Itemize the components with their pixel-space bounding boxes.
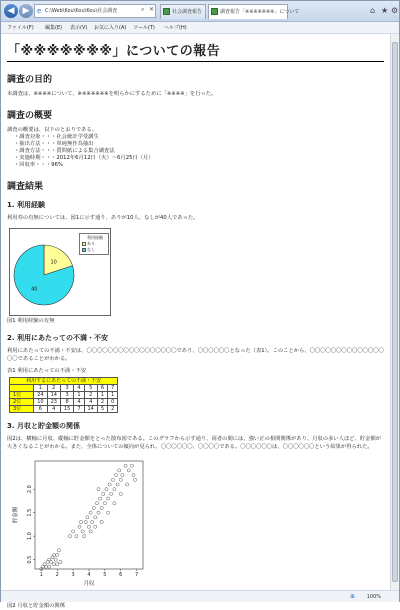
- scatter-point: [52, 563, 55, 566]
- scatter-point: [72, 530, 75, 533]
- menu-view[interactable]: 表示(V): [70, 25, 88, 31]
- x-axis-label: 月収: [83, 581, 95, 587]
- scatter-point: [56, 563, 59, 566]
- legend-swatch: [82, 242, 86, 246]
- scatter-point: [121, 473, 124, 476]
- menu-tools[interactable]: ツール(T): [133, 25, 155, 31]
- relation-text: 図2は、横軸に月収、縦軸に貯金額をとった散布図である。このグラフから示す通り、両者の間には、強い正の相関関係があり、月収の多い人ほど、貯金額が大きくなることがわかる。また、全体についての傾向が見られ、〇〇〇〇〇〇、〇〇〇〇である。〇〇〇〇〇〇は、〇〇〇〇〇〇という結果が得られた。: [7, 436, 382, 450]
- list-item: ・回収率・・・96%: [14, 162, 63, 168]
- legend-swatch: [82, 248, 86, 252]
- y-tick-label: 2.0: [27, 485, 33, 494]
- table-cell: 8: [60, 399, 73, 406]
- vertical-scrollbar[interactable]: [390, 34, 399, 590]
- scatter-point: [118, 469, 121, 472]
- table-col-header: 6: [97, 385, 107, 392]
- usage-text: 利用券の有無については、図1に示す通り、ありが10人、なしが40人であった。: [7, 215, 199, 221]
- table-cell: 14: [84, 406, 97, 413]
- scatter-point: [130, 464, 133, 467]
- scatter-point: [111, 478, 114, 481]
- list-item: ・実施時期・・・2012年6月12日（火）〜6月25日（月）: [14, 155, 154, 161]
- legend-title: 利用経験: [82, 235, 106, 241]
- table-cell: 14: [47, 392, 60, 399]
- status-bar: [1, 590, 399, 602]
- scatter-point: [100, 520, 103, 523]
- scatter-point: [75, 535, 78, 538]
- scatter-point: [84, 520, 87, 523]
- scatter-point: [113, 488, 116, 491]
- x-tick-label: 2: [55, 572, 59, 578]
- table-cell: 1: [97, 392, 107, 399]
- table-row: [10, 392, 118, 399]
- search-icon[interactable]: ⌕: [141, 6, 145, 13]
- section-heading-results: 調査結果: [7, 182, 44, 192]
- scatter-point: [41, 565, 44, 568]
- table-cell: 2: [97, 399, 107, 406]
- scatter-point: [91, 520, 94, 523]
- table-row-label: 3位: [10, 406, 34, 413]
- pie-slice-label: 40: [31, 286, 38, 293]
- scatter-point: [46, 560, 49, 563]
- close-icon[interactable]: ✕: [149, 6, 155, 13]
- scatter-point: [108, 483, 111, 486]
- subheading-relation: 3. 月収と貯金額の関係: [7, 422, 80, 430]
- scrollbar-thumb[interactable]: [392, 42, 398, 582]
- scatter-point: [51, 556, 54, 559]
- scatter-point: [79, 520, 82, 523]
- scatter-point: [57, 549, 60, 552]
- x-tick-label: 6: [119, 572, 123, 578]
- y-tick-label: 1.5: [27, 508, 33, 517]
- scatter-point: [106, 497, 109, 500]
- scatter-point: [94, 525, 97, 528]
- y-tick-label: 0.5: [27, 555, 33, 564]
- list-item: ・調査対象・・・社会統計学受講生: [14, 134, 99, 140]
- scatter-point: [92, 506, 95, 509]
- purpose-text: 本調査は、※※※※について、※※※※※※※を明らかにするために「※※※※」を行った。: [7, 91, 217, 97]
- x-tick-label: 1: [39, 572, 43, 578]
- list-item: ・調査方法・・・質問紙による集合調査法: [14, 148, 115, 154]
- scatter-point: [94, 516, 97, 519]
- table-col-header: 7: [108, 385, 118, 392]
- scatter-point: [87, 525, 90, 528]
- table-cell: 7: [74, 406, 84, 413]
- figure1-caption: 図1 利用経験の有無: [7, 318, 55, 324]
- table-cell: 4: [47, 406, 60, 413]
- list-item: ・抽出方法・・・単純無作為抽出: [14, 141, 94, 147]
- table-header: 利用するにあたっての不満・不安: [10, 378, 118, 385]
- scatter-point: [119, 478, 122, 481]
- subheading-usage: 1. 利用経験: [7, 201, 45, 209]
- table-cell: 2: [84, 392, 97, 399]
- favicon-icon: [211, 8, 218, 15]
- address-bar[interactable]: [34, 4, 156, 18]
- table-col-header: 3: [60, 385, 73, 392]
- page-title: 「※※※※※※※」についての報告: [7, 40, 384, 62]
- scatter-point: [43, 563, 46, 566]
- scatter-point: [89, 530, 92, 533]
- scatter-point: [52, 553, 55, 556]
- scatter-point: [103, 502, 106, 505]
- table-cell: 4: [84, 399, 97, 406]
- menu-file[interactable]: ファイル(F): [7, 25, 34, 31]
- table-cell: 3: [60, 392, 73, 399]
- scatter-point: [86, 516, 89, 519]
- table-cell: 1: [108, 392, 118, 399]
- table-cell: 15: [60, 406, 73, 413]
- scatter-point: [106, 511, 109, 514]
- satisfaction-text: 利用にあたっての不満・不安は、〇〇〇〇〇〇〇〇〇〇〇〇〇〇〇〇〇であり、〇〇〇〇〇〇となった（表1）。このことから、〇〇〇〇〇〇〇〇〇〇〇〇〇〇〇〇であることがわかる。: [7, 348, 384, 362]
- table-cell: 24: [34, 392, 47, 399]
- table-cell: 10: [34, 399, 47, 406]
- scatter-point: [56, 553, 59, 556]
- subheading-satisfaction: 2. 利用にあたっての不満・不安: [7, 334, 108, 342]
- menu-help[interactable]: ヘルプ(H): [164, 25, 187, 31]
- scatter-point: [127, 469, 130, 472]
- zoom-level[interactable]: 100%: [366, 594, 381, 600]
- ie-icon: e: [37, 7, 42, 15]
- zoom-icon[interactable]: ⊕: [349, 593, 355, 600]
- pie-chart: [9, 228, 111, 316]
- table-row-label: 1位: [10, 392, 34, 399]
- menu-favorites[interactable]: お気に入り(A): [94, 25, 127, 31]
- pie-chart-svg: [10, 229, 80, 315]
- x-tick-label: 7: [135, 572, 139, 578]
- scatter-point: [78, 525, 81, 528]
- table-row: [10, 399, 118, 406]
- scatter-point: [97, 511, 100, 514]
- tab-label: 社会調査報告: [172, 9, 203, 15]
- menu-edit[interactable]: 編集(E): [45, 25, 63, 31]
- scatter-point: [100, 506, 103, 509]
- back-icon[interactable]: ◀: [4, 4, 18, 18]
- scatter-point: [124, 464, 127, 467]
- scatter-point: [119, 492, 122, 495]
- section-heading-overview: 調査の概要: [7, 111, 53, 121]
- table-col-header: 1: [34, 385, 47, 392]
- table-cell: 1: [74, 392, 84, 399]
- scatter-point: [48, 565, 51, 568]
- legend-entry: なし: [82, 247, 106, 253]
- scatter-point: [49, 560, 52, 563]
- scatter-point: [105, 488, 108, 491]
- y-tick-label: 1.0: [27, 532, 33, 541]
- scatter-point: [126, 483, 129, 486]
- browser-toolbar: [1, 1, 399, 22]
- table-col-header-row: [10, 385, 118, 392]
- plot-frame: [35, 461, 143, 569]
- table1-caption: 表1 利用にあたっての不満・不安: [7, 368, 87, 374]
- table-cell: 5: [97, 406, 107, 413]
- forward-icon[interactable]: ▶: [19, 4, 33, 18]
- scatter-point: [54, 558, 57, 561]
- overview-intro: 調査の概要は、以下のとおりである。: [7, 127, 98, 133]
- menu-bar: [1, 22, 399, 34]
- scatter-point: [68, 535, 71, 538]
- scatter-point: [116, 483, 119, 486]
- scatter-chart: [9, 457, 384, 601]
- table-cell: 2: [108, 406, 118, 413]
- scatter-point: [99, 497, 102, 500]
- pie-slice-label: 10: [50, 259, 57, 266]
- favicon-icon: [163, 8, 170, 15]
- address-text: C:\Web\Kou\Kou\Kou\社会調査: [45, 8, 118, 14]
- table-row: [10, 406, 118, 413]
- scatter-point: [95, 502, 98, 505]
- scatter-point: [97, 488, 100, 491]
- scatter-point: [132, 473, 135, 476]
- table-row-label: 2位: [10, 399, 34, 406]
- scatter-point: [59, 560, 62, 563]
- scatter-point: [83, 535, 86, 538]
- table-col-header: 4: [74, 385, 84, 392]
- y-axis-label: 貯金額: [13, 506, 19, 524]
- scatter-point: [110, 492, 113, 495]
- gear-icon[interactable]: ⚙: [391, 6, 399, 15]
- scatter-point: [133, 478, 136, 481]
- scatter-point: [113, 502, 116, 505]
- favorites-star-icon[interactable]: ★: [381, 6, 389, 15]
- scatter-point: [114, 473, 117, 476]
- x-tick-label: 3: [71, 572, 75, 578]
- scatter-point: [48, 558, 51, 561]
- legend-entry: あり: [82, 241, 106, 247]
- scatter-point: [45, 565, 48, 568]
- table-cell: 0: [108, 399, 118, 406]
- table-cell: 23: [47, 399, 60, 406]
- x-tick-label: 5: [103, 572, 107, 578]
- section-heading-purpose: 調査の目的: [7, 75, 53, 85]
- scatter-chart-svg: [9, 457, 149, 597]
- tab-label: 調査報告「※※※※※※※」について: [220, 9, 300, 15]
- overview-list: [14, 134, 384, 169]
- scatter-point: [89, 511, 92, 514]
- table-cell: 6: [34, 406, 47, 413]
- scatter-point: [81, 530, 84, 533]
- home-icon[interactable]: ⌂: [370, 6, 376, 15]
- pie-legend: [79, 233, 109, 255]
- table-corner-cell: [10, 385, 34, 392]
- table-col-header: 2: [47, 385, 60, 392]
- table-col-header: 5: [84, 385, 97, 392]
- figure2-caption: 図2 月収と貯金額の関係: [7, 603, 66, 609]
- satisfaction-table: [9, 377, 118, 413]
- tab-report[interactable]: [160, 4, 206, 19]
- x-tick-label: 4: [87, 572, 91, 578]
- table-cell: 4: [74, 399, 84, 406]
- scatter-point: [102, 492, 105, 495]
- tab-active-report[interactable]: [208, 4, 300, 19]
